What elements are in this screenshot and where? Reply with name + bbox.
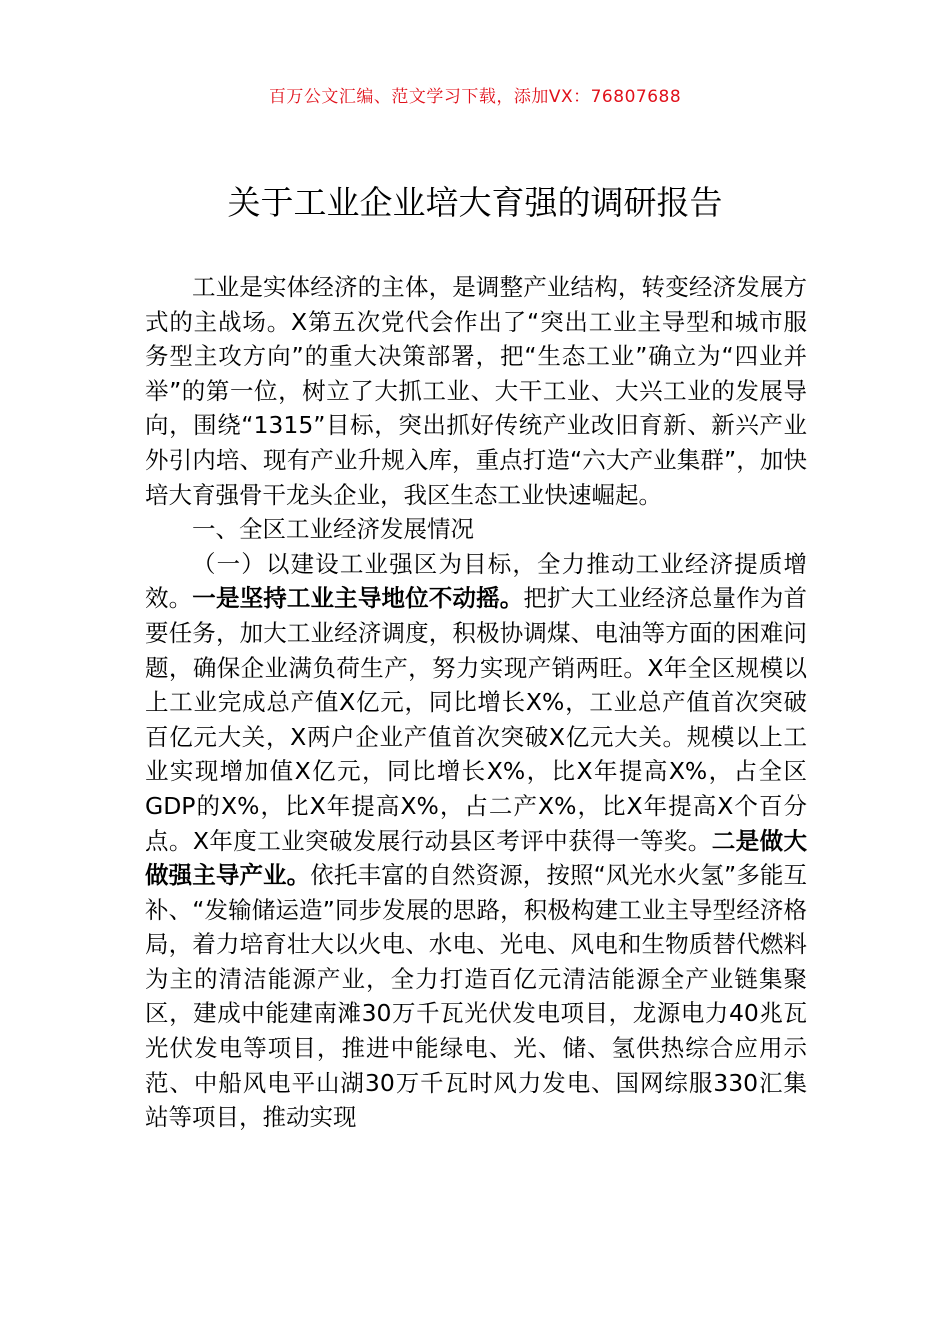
point2-title: 二是做大做强主导产业。 xyxy=(145,826,807,890)
point2-text: 依托丰富的自然资源，按照“风光水火氢”多能互补、“发输储运造”同步发展的思路，积极构建工业主导型经济格局，着力培育壮大以火电、水电、光电、风电和生物质替代燃料为主的清洁能源产业，全力打造百亿元清洁能源全产业链集聚区，建成中能建南滩30万千瓦光伏发电项目，龙源电力40兆瓦光伏发电等项目，推进中能绿电、光、储、氢供热综合应用示范、中船风电平山湖30万千瓦时风力发电、国网综服330汇集站等项目，推动实现 xyxy=(145,861,808,1132)
document-body xyxy=(145,270,807,1135)
section-paragraph xyxy=(145,547,807,1135)
page-title: 关于工业企业培大育强的调研报告 xyxy=(227,183,723,222)
watermark-banner: 百万公文汇编、范文学习下载，添加VX：76807688 xyxy=(268,87,682,107)
point1-text: 把扩大工业经济总量作为首要任务，加大工业经济调度，积极协调煤、电油等方面的困难问题，确保企业满负荷生产，努力实现产销两旺。X年全区规模以上工业完成总产值X亿元，同比增长X%，工业总产值首次突破百亿元大关，X两户企业产值首次突破X亿元大关。规模以上工业实现增加值X亿元，同比增长X%，比X年提高X%，占全区GDP的X%，比X年提高X%，占二产X%，比X年提高X个百分点。X年度工业突破发展行动县区考评中获得一等奖。 xyxy=(145,584,808,855)
sub-heading: （一）以建设工业强区为目标，全力推动工业经济提质增效。 xyxy=(145,549,807,613)
intro-paragraph: 工业是实体经济的主体，是调整产业结构，转变经济发展方式的主战场。X第五次党代会作出了“突出工业主导型和城市服务型主攻方向”的重大决策部署，把“生态工业”确立为“四业并举”的第一位，树立了大抓工业、大干工业、大兴工业的发展导向，围绕“1315”目标，突出抓好传统产业改旧育新、新兴产业外引内培、现有产业升规入库，重点打造“六大产业集群”，加快培大育强骨干龙头企业，我区生态工业快速崛起。 xyxy=(145,273,807,509)
point1-title: 一是坚持工业主导地位不动摇。 xyxy=(192,584,524,613)
section-heading: 一、全区工业经济发展情况 xyxy=(192,515,474,544)
